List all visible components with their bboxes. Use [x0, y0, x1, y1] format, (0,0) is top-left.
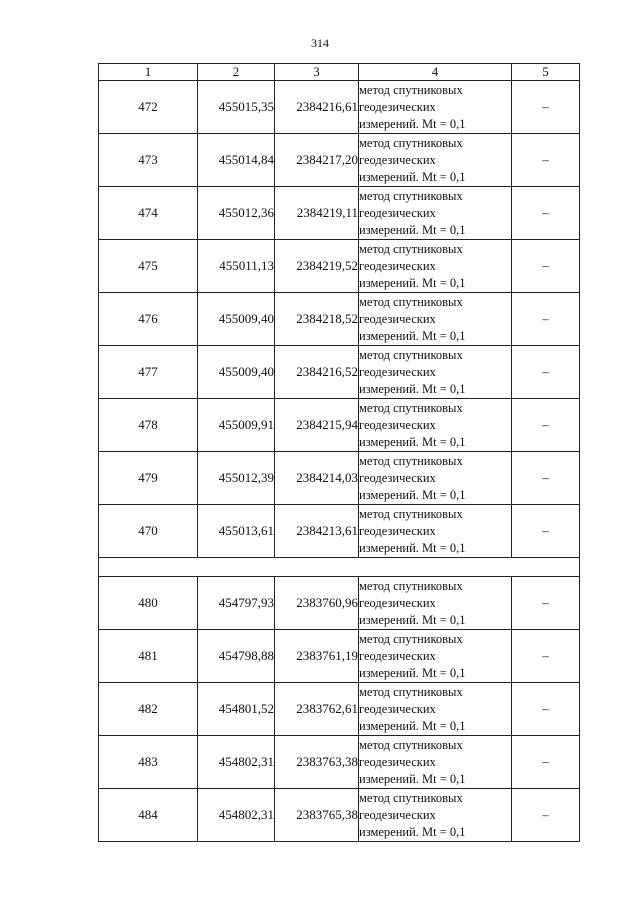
- page-number: 314: [311, 36, 329, 50]
- note-dash: –: [512, 81, 580, 134]
- table-row: [99, 630, 580, 683]
- method-line-1: метод спутниковых: [359, 684, 463, 699]
- method-line-3: измерений. Mt = 0,1: [359, 222, 466, 237]
- coord-x: 454802,31: [198, 789, 275, 842]
- coord-y: 2383762,61: [275, 683, 359, 736]
- note-dash: –: [512, 240, 580, 293]
- method-line-2: геодезических: [359, 701, 436, 716]
- coord-y: 2383761,19: [275, 630, 359, 683]
- coord-y: 2384217,20: [275, 134, 359, 187]
- method-line-3: измерений. Mt = 0,1: [359, 169, 466, 184]
- point-number: 483: [99, 736, 198, 789]
- coord-x: 455013,61: [198, 505, 275, 558]
- method-description: [359, 187, 512, 240]
- point-number: 474: [99, 187, 198, 240]
- point-number: 484: [99, 789, 198, 842]
- note-dash: –: [512, 452, 580, 505]
- coord-y: 2384219,52: [275, 240, 359, 293]
- table-row: [99, 187, 580, 240]
- note-dash: –: [512, 630, 580, 683]
- point-number: 470: [99, 505, 198, 558]
- coord-y: 2384216,61: [275, 81, 359, 134]
- method-line-1: метод спутниковых: [359, 506, 463, 521]
- method-line-2: геодезических: [359, 417, 436, 432]
- point-number: 475: [99, 240, 198, 293]
- table-row: [99, 399, 580, 452]
- table-row: [99, 134, 580, 187]
- method-line-2: геодезических: [359, 523, 436, 538]
- note-dash: –: [512, 683, 580, 736]
- table-row: [99, 293, 580, 346]
- method-description: [359, 577, 512, 630]
- coord-y: 2383760,96: [275, 577, 359, 630]
- coord-x: 454802,31: [198, 736, 275, 789]
- method-line-2: геодезических: [359, 205, 436, 220]
- table-row: [99, 683, 580, 736]
- method-description: [359, 505, 512, 558]
- method-line-3: измерений. Mt = 0,1: [359, 328, 466, 343]
- table-row: [99, 789, 580, 842]
- coord-y: 2384214,03: [275, 452, 359, 505]
- coord-y: 2384216,52: [275, 346, 359, 399]
- note-dash: –: [512, 789, 580, 842]
- method-line-1: метод спутниковых: [359, 294, 463, 309]
- coord-y: 2384218,52: [275, 293, 359, 346]
- method-line-1: метод спутниковых: [359, 135, 463, 150]
- point-number: 482: [99, 683, 198, 736]
- method-line-2: геодезических: [359, 364, 436, 379]
- method-line-2: геодезических: [359, 311, 436, 326]
- method-line-1: метод спутниковых: [359, 82, 463, 97]
- method-line-3: измерений. Mt = 0,1: [359, 275, 466, 290]
- coord-x: 455015,35: [198, 81, 275, 134]
- point-number: 479: [99, 452, 198, 505]
- header-col-2: 2: [198, 64, 275, 81]
- method-line-3: измерений. Mt = 0,1: [359, 487, 466, 502]
- method-line-3: измерений. Mt = 0,1: [359, 434, 466, 449]
- method-line-3: измерений. Mt = 0,1: [359, 824, 466, 839]
- table-row: [99, 81, 580, 134]
- method-line-1: метод спутниковых: [359, 631, 463, 646]
- coord-x: 454801,52: [198, 683, 275, 736]
- note-dash: –: [512, 187, 580, 240]
- note-dash: –: [512, 736, 580, 789]
- table-row: [99, 505, 580, 558]
- coord-y: 2384219,11: [275, 187, 359, 240]
- point-number: 472: [99, 81, 198, 134]
- coord-x: 455009,40: [198, 293, 275, 346]
- method-description: [359, 789, 512, 842]
- method-description: [359, 399, 512, 452]
- method-description: [359, 81, 512, 134]
- point-number: 480: [99, 577, 198, 630]
- coord-y: 2384213,61: [275, 505, 359, 558]
- table-row: [99, 577, 580, 630]
- note-dash: –: [512, 399, 580, 452]
- method-description: [359, 293, 512, 346]
- separator-cell: [99, 558, 580, 577]
- method-line-1: метод спутниковых: [359, 400, 463, 415]
- method-description: [359, 452, 512, 505]
- note-dash: –: [512, 505, 580, 558]
- coord-x: 455009,91: [198, 399, 275, 452]
- method-line-2: геодезических: [359, 754, 436, 769]
- coord-x: 455012,36: [198, 187, 275, 240]
- header-col-3: 3: [275, 64, 359, 81]
- coordinates-table: [98, 63, 580, 842]
- method-line-1: метод спутниковых: [359, 188, 463, 203]
- table-header-row: [99, 64, 580, 81]
- method-line-1: метод спутниковых: [359, 453, 463, 468]
- method-description: [359, 630, 512, 683]
- method-line-3: измерений. Mt = 0,1: [359, 116, 466, 131]
- method-line-1: метод спутниковых: [359, 347, 463, 362]
- coord-y: 2383765,38: [275, 789, 359, 842]
- coord-x: 455012,39: [198, 452, 275, 505]
- point-number: 478: [99, 399, 198, 452]
- note-dash: –: [512, 577, 580, 630]
- coord-y: 2383763,38: [275, 736, 359, 789]
- method-description: [359, 736, 512, 789]
- method-line-2: геодезических: [359, 648, 436, 663]
- header-col-1: 1: [99, 64, 198, 81]
- method-line-3: измерений. Mt = 0,1: [359, 540, 466, 555]
- coord-y: 2384215,94: [275, 399, 359, 452]
- header-col-4: 4: [359, 64, 512, 81]
- note-dash: –: [512, 346, 580, 399]
- coord-x: 454797,93: [198, 577, 275, 630]
- method-line-3: измерений. Mt = 0,1: [359, 612, 466, 627]
- method-line-3: измерений. Mt = 0,1: [359, 718, 466, 733]
- coord-x: 455014,84: [198, 134, 275, 187]
- method-line-1: метод спутниковых: [359, 737, 463, 752]
- method-line-3: измерений. Mt = 0,1: [359, 771, 466, 786]
- table-row: [99, 240, 580, 293]
- point-number: 481: [99, 630, 198, 683]
- point-number: 476: [99, 293, 198, 346]
- method-line-2: геодезических: [359, 807, 436, 822]
- method-description: [359, 346, 512, 399]
- method-line-3: измерений. Mt = 0,1: [359, 665, 466, 680]
- method-line-2: геодезических: [359, 99, 436, 114]
- table-row: [99, 346, 580, 399]
- method-line-1: метод спутниковых: [359, 578, 463, 593]
- method-line-2: геодезических: [359, 595, 436, 610]
- method-line-3: измерений. Mt = 0,1: [359, 381, 466, 396]
- separator-row: [99, 558, 580, 577]
- table-row: [99, 736, 580, 789]
- coord-x: 454798,88: [198, 630, 275, 683]
- method-description: [359, 240, 512, 293]
- table-row: [99, 452, 580, 505]
- method-line-2: геодезических: [359, 258, 436, 273]
- point-number: 473: [99, 134, 198, 187]
- method-line-2: геодезических: [359, 470, 436, 485]
- method-line-1: метод спутниковых: [359, 241, 463, 256]
- method-description: [359, 134, 512, 187]
- note-dash: –: [512, 293, 580, 346]
- point-number: 477: [99, 346, 198, 399]
- note-dash: –: [512, 134, 580, 187]
- coord-x: 455009,40: [198, 346, 275, 399]
- method-description: [359, 683, 512, 736]
- method-line-1: метод спутниковых: [359, 790, 463, 805]
- coord-x: 455011,13: [198, 240, 275, 293]
- method-line-2: геодезических: [359, 152, 436, 167]
- header-col-5: 5: [512, 64, 580, 81]
